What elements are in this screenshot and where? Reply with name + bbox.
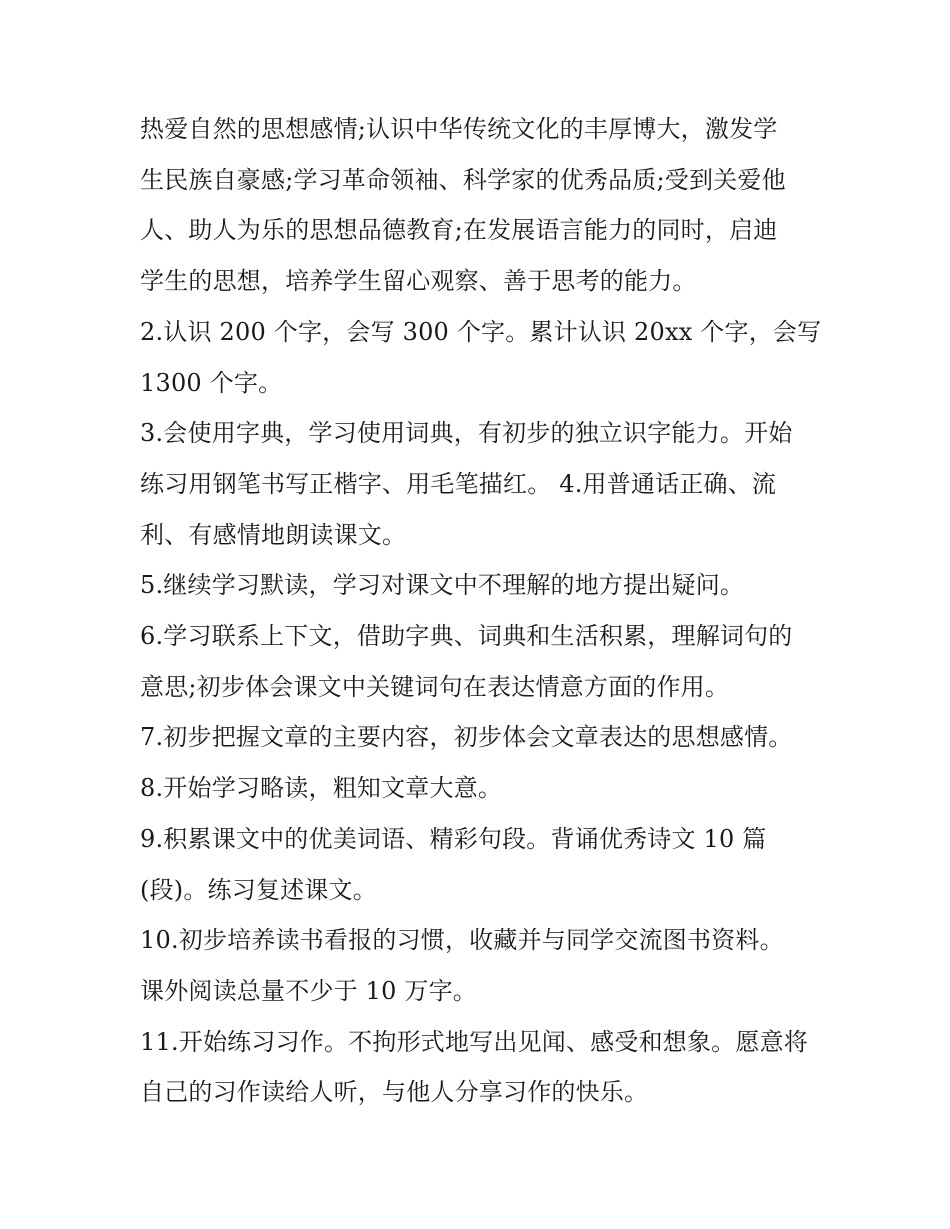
text-line-19: 11.开始练习习作。不拘形式地写出见闻、感受和想象。愿意将 [140, 1027, 808, 1056]
text-line-5: 2.认识 200 个字，会写 300 个字。累计认识 20xx 个字，会写 [140, 317, 822, 346]
text-line-1: 热爱自然的思想感情;认识中华传统文化的丰厚博大，激发学 [140, 115, 778, 143]
text-line-18: 课外阅读总量不少于 10 万字。 [140, 976, 477, 1005]
text-line-15: 9.积累课文中的优美词语、精彩句段。背诵优秀诗文 10 篇 [140, 824, 767, 853]
text-line-9: 利、有感情地朗读课文。 [140, 520, 407, 549]
text-line-10: 5.继续学习默读，学习对课文中不理解的地方提出疑问。 [140, 571, 745, 600]
text-line-13: 7.初步把握文章的主要内容，初步体会文章表达的思想感情。 [140, 723, 793, 752]
text-line-11: 6.学习联系上下文，借助字典、词典和生活积累，理解词句的 [140, 622, 793, 651]
text-line-2: 生民族自豪感;学习革命领袖、科学家的优秀品质;受到关爱他 [140, 165, 786, 194]
text-line-7: 3.会使用字典，学习使用词典，有初步的独立识字能力。开始 [140, 419, 793, 448]
text-line-14: 8.开始学习略读，粗知文章大意。 [140, 774, 503, 803]
text-line-8: 练习用钢笔书写正楷字、用毛笔描红。 4.用普通话正确、流 [140, 469, 777, 498]
text-line-12: 意思;初步体会课文中关键词句在表达情意方面的作用。 [140, 672, 730, 701]
text-line-4: 学生的思想，培养学生留心观察、善于思考的能力。 [140, 267, 697, 296]
text-line-16: (段)。练习复述课文。 [140, 875, 377, 904]
document-body [140, 104, 830, 1118]
text-line-17: 10.初步培养读书看报的习惯，收藏并与同学交流图书资料。 [140, 926, 784, 955]
text-line-6: 1300 个字。 [140, 368, 283, 397]
text-line-20: 自己的习作读给人听，与他人分享习作的快乐。 [140, 1078, 649, 1107]
text-line-3: 人、助人为乐的思想品德教育;在发展语言能力的同时，启迪 [140, 216, 778, 245]
